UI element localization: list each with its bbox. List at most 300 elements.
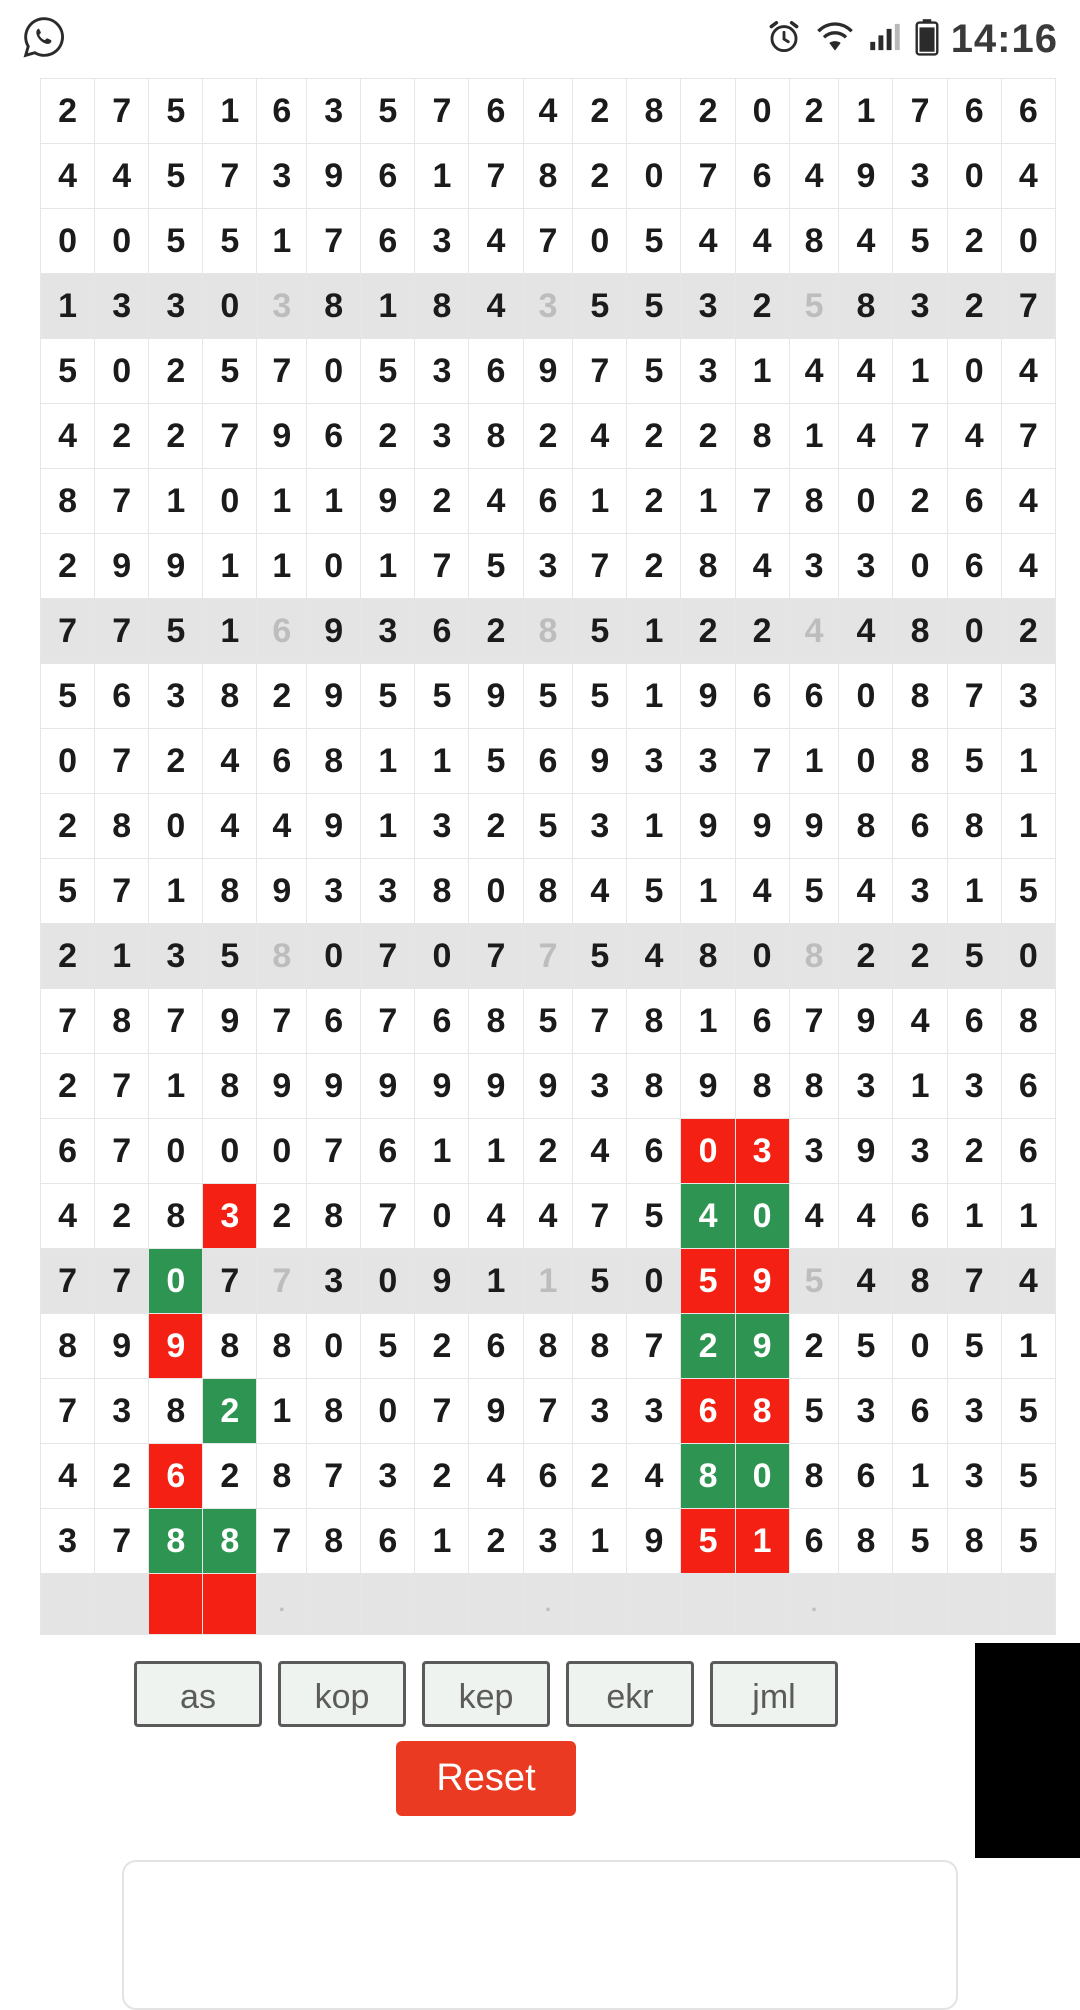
grid-cell[interactable]: 3 <box>307 859 361 924</box>
grid-cell[interactable]: 9 <box>469 664 523 729</box>
grid-cell[interactable]: 1 <box>627 664 681 729</box>
grid-cell[interactable] <box>681 1574 735 1635</box>
grid-cell[interactable]: 6 <box>627 1119 681 1184</box>
grid-cell[interactable]: 3 <box>41 1509 95 1574</box>
grid-cell[interactable]: 5 <box>947 924 1001 989</box>
grid-cell[interactable]: 8 <box>203 1054 257 1119</box>
grid-cell[interactable]: 5 <box>573 1249 627 1314</box>
grid-cell[interactable]: 9 <box>149 534 203 599</box>
grid-cell[interactable]: 2 <box>415 1444 469 1509</box>
grid-cell[interactable]: 2 <box>681 79 735 144</box>
grid-cell[interactable]: 0 <box>41 729 95 794</box>
grid-cell[interactable]: 8 <box>893 729 947 794</box>
grid-cell[interactable]: 5 <box>149 79 203 144</box>
grid-cell[interactable]: 3 <box>839 534 893 599</box>
grid-cell[interactable]: 5 <box>627 859 681 924</box>
grid-cell[interactable]: 4 <box>839 339 893 404</box>
reset-button[interactable]: Reset <box>396 1741 575 1816</box>
grid-cell[interactable]: 6 <box>947 79 1001 144</box>
grid-cell[interactable]: 8 <box>307 1184 361 1249</box>
grid-cell[interactable]: 9 <box>735 794 789 859</box>
grid-cell[interactable]: 1 <box>1001 1184 1055 1249</box>
grid-cell[interactable]: 8 <box>735 1054 789 1119</box>
grid-cell[interactable]: 7 <box>1001 274 1055 339</box>
grid-cell[interactable]: 3 <box>627 1379 681 1444</box>
grid-cell[interactable]: 8 <box>95 794 149 859</box>
grid-cell[interactable]: 5 <box>361 79 415 144</box>
grid-cell[interactable]: 9 <box>839 1119 893 1184</box>
grid-cell[interactable]: 0 <box>415 1184 469 1249</box>
grid-cell[interactable] <box>95 1574 149 1635</box>
grid-cell[interactable]: 2 <box>469 599 523 664</box>
grid-cell[interactable]: 6 <box>415 989 469 1054</box>
grid-cell[interactable]: 6 <box>893 1379 947 1444</box>
grid-cell[interactable]: 6 <box>947 469 1001 534</box>
grid-cell[interactable]: 4 <box>469 274 523 339</box>
grid-cell[interactable]: 4 <box>839 404 893 469</box>
grid-cell[interactable]: 9 <box>627 1509 681 1574</box>
grid-cell[interactable]: 7 <box>469 924 523 989</box>
grid-cell[interactable]: 9 <box>681 794 735 859</box>
grid-cell[interactable]: 7 <box>95 859 149 924</box>
grid-cell[interactable]: 9 <box>203 989 257 1054</box>
grid-cell[interactable]: 1 <box>947 1184 1001 1249</box>
grid-cell[interactable]: 0 <box>681 1119 735 1184</box>
grid-cell[interactable]: 6 <box>41 1119 95 1184</box>
grid-cell[interactable]: 5 <box>681 1509 735 1574</box>
grid-cell[interactable]: 8 <box>735 1379 789 1444</box>
grid-cell[interactable]: 2 <box>41 924 95 989</box>
grid-cell[interactable]: 0 <box>627 144 681 209</box>
grid-cell[interactable]: 0 <box>361 1379 415 1444</box>
grid-cell[interactable]: 3 <box>307 79 361 144</box>
grid-cell[interactable]: 5 <box>893 1509 947 1574</box>
grid-cell[interactable]: 1 <box>149 1054 203 1119</box>
grid-cell[interactable]: 5 <box>1001 1509 1055 1574</box>
grid-cell[interactable]: 1 <box>361 534 415 599</box>
grid-cell[interactable]: 9 <box>361 1054 415 1119</box>
grid-cell[interactable]: 8 <box>839 794 893 859</box>
grid-cell[interactable]: 3 <box>947 1379 1001 1444</box>
grid-cell[interactable]: 8 <box>149 1379 203 1444</box>
grid-cell[interactable]: 0 <box>839 664 893 729</box>
grid-cell[interactable]: 1 <box>307 469 361 534</box>
grid-cell[interactable]: 8 <box>95 989 149 1054</box>
grid-cell[interactable]: 9 <box>307 144 361 209</box>
grid-cell[interactable]: 7 <box>893 404 947 469</box>
grid-cell[interactable]: 8 <box>893 1249 947 1314</box>
grid-cell[interactable]: 5 <box>893 209 947 274</box>
grid-cell[interactable]: 0 <box>203 274 257 339</box>
grid-cell[interactable]: 5 <box>627 1184 681 1249</box>
grid-cell[interactable]: 1 <box>627 794 681 859</box>
grid-cell[interactable]: 0 <box>893 534 947 599</box>
grid-cell[interactable]: 3 <box>573 794 627 859</box>
grid-cell[interactable]: 8 <box>203 664 257 729</box>
grid-cell[interactable] <box>415 1574 469 1635</box>
grid-cell[interactable]: 1 <box>149 859 203 924</box>
grid-cell[interactable]: 3 <box>893 1119 947 1184</box>
grid-cell[interactable]: 8 <box>839 274 893 339</box>
grid-cell[interactable]: 0 <box>203 1119 257 1184</box>
grid-cell[interactable]: 1 <box>839 79 893 144</box>
grid-cell[interactable]: 4 <box>839 1184 893 1249</box>
grid-cell[interactable]: 8 <box>307 1379 361 1444</box>
grid-cell[interactable]: 6 <box>947 534 1001 599</box>
grid-cell[interactable]: 7 <box>1001 404 1055 469</box>
grid-cell[interactable]: 7 <box>41 1249 95 1314</box>
grid-cell[interactable]: 6 <box>1001 1054 1055 1119</box>
grid-cell[interactable]: 1 <box>203 534 257 599</box>
grid-cell[interactable]: 5 <box>361 664 415 729</box>
grid-cell[interactable]: 4 <box>735 534 789 599</box>
grid-cell[interactable]: 0 <box>1001 209 1055 274</box>
grid-cell[interactable]: 1 <box>41 274 95 339</box>
grid-cell[interactable]: 5 <box>203 209 257 274</box>
grid-cell[interactable]: 5 <box>469 729 523 794</box>
grid-cell[interactable]: 3 <box>947 1444 1001 1509</box>
grid-cell[interactable]: 4 <box>469 209 523 274</box>
grid-cell[interactable]: 6 <box>415 599 469 664</box>
grid-cell[interactable]: 2 <box>41 534 95 599</box>
grid-cell[interactable]: 3 <box>1001 664 1055 729</box>
grid-cell[interactable]: 8 <box>307 729 361 794</box>
grid-cell[interactable]: 1 <box>361 729 415 794</box>
grid-cell[interactable]: 2 <box>573 144 627 209</box>
grid-cell[interactable]: 7 <box>203 404 257 469</box>
grid-cell[interactable]: 5 <box>361 339 415 404</box>
grid-cell[interactable]: 3 <box>415 339 469 404</box>
grid-cell[interactable]: 9 <box>307 664 361 729</box>
grid-cell[interactable]: 1 <box>893 1054 947 1119</box>
grid-cell[interactable]: 4 <box>839 859 893 924</box>
grid-cell[interactable]: 1 <box>149 469 203 534</box>
grid-cell[interactable]: 2 <box>95 1184 149 1249</box>
grid-cell[interactable] <box>203 1574 257 1635</box>
grid-cell[interactable]: 5 <box>1001 859 1055 924</box>
grid-cell[interactable]: 9 <box>681 664 735 729</box>
grid-cell[interactable]: 4 <box>839 599 893 664</box>
grid-cell[interactable]: 9 <box>573 729 627 794</box>
grid-cell[interactable]: 2 <box>681 599 735 664</box>
grid-cell[interactable]: 3 <box>893 144 947 209</box>
grid-cell[interactable]: 7 <box>947 664 1001 729</box>
grid-cell[interactable]: 4 <box>681 209 735 274</box>
grid-cell[interactable]: 4 <box>469 469 523 534</box>
grid-cell[interactable]: 9 <box>307 794 361 859</box>
grid-cell[interactable]: 2 <box>573 1444 627 1509</box>
grid-cell[interactable]: 0 <box>573 209 627 274</box>
mode-button-jml[interactable]: jml <box>710 1661 838 1727</box>
grid-cell[interactable]: 1 <box>893 1444 947 1509</box>
grid-cell[interactable]: 9 <box>415 1249 469 1314</box>
grid-cell[interactable]: 7 <box>95 469 149 534</box>
grid-cell[interactable]: 1 <box>573 1509 627 1574</box>
grid-cell[interactable]: 7 <box>947 1249 1001 1314</box>
grid-cell[interactable]: 2 <box>1001 599 1055 664</box>
grid-cell[interactable] <box>893 1574 947 1635</box>
grid-cell[interactable]: 3 <box>415 209 469 274</box>
grid-cell[interactable]: 8 <box>947 794 1001 859</box>
grid-cell[interactable]: 4 <box>1001 469 1055 534</box>
grid-cell[interactable]: 5 <box>361 1314 415 1379</box>
grid-cell[interactable]: 0 <box>735 1184 789 1249</box>
grid-cell[interactable]: 0 <box>307 924 361 989</box>
grid-cell[interactable]: 9 <box>839 144 893 209</box>
grid-cell[interactable]: 4 <box>1001 534 1055 599</box>
grid-cell[interactable]: 2 <box>203 1444 257 1509</box>
grid-cell[interactable]: 7 <box>95 1054 149 1119</box>
grid-cell[interactable]: 1 <box>735 339 789 404</box>
grid-cell[interactable]: 3 <box>95 274 149 339</box>
grid-cell[interactable]: 6 <box>735 989 789 1054</box>
grid-cell[interactable]: 7 <box>41 989 95 1054</box>
grid-cell[interactable] <box>947 1574 1001 1635</box>
grid-cell[interactable]: 8 <box>681 1444 735 1509</box>
grid-cell[interactable]: 6 <box>735 144 789 209</box>
grid-cell[interactable]: 4 <box>627 924 681 989</box>
grid-cell[interactable]: 3 <box>839 1379 893 1444</box>
grid-cell[interactable]: 3 <box>839 1054 893 1119</box>
grid-cell[interactable]: 2 <box>361 404 415 469</box>
grid-cell[interactable]: 3 <box>361 1444 415 1509</box>
grid-cell[interactable]: 1 <box>627 599 681 664</box>
grid-cell[interactable]: 6 <box>361 1509 415 1574</box>
grid-cell[interactable]: 6 <box>469 1314 523 1379</box>
grid-cell[interactable]: 1 <box>361 274 415 339</box>
grid-cell[interactable]: 3 <box>149 664 203 729</box>
grid-cell[interactable]: 4 <box>203 729 257 794</box>
grid-cell[interactable]: 9 <box>469 1054 523 1119</box>
grid-cell[interactable]: 1 <box>415 144 469 209</box>
grid-cell[interactable]: 1 <box>469 1119 523 1184</box>
grid-cell[interactable]: 5 <box>203 924 257 989</box>
grid-cell[interactable]: 0 <box>893 1314 947 1379</box>
grid-cell[interactable]: 6 <box>307 404 361 469</box>
grid-cell[interactable]: 0 <box>307 534 361 599</box>
grid-cell[interactable]: 8 <box>307 1509 361 1574</box>
grid-cell[interactable]: 0 <box>149 1119 203 1184</box>
grid-cell[interactable]: 0 <box>361 1249 415 1314</box>
grid-cell[interactable]: 8 <box>41 1314 95 1379</box>
grid-cell[interactable]: 1 <box>681 859 735 924</box>
grid-cell[interactable]: 6 <box>361 1119 415 1184</box>
grid-cell[interactable]: 9 <box>95 1314 149 1379</box>
grid-cell[interactable]: 3 <box>415 404 469 469</box>
grid-cell[interactable]: 2 <box>681 404 735 469</box>
grid-cell[interactable]: 7 <box>149 989 203 1054</box>
grid-cell[interactable]: 5 <box>1001 1379 1055 1444</box>
grid-cell[interactable] <box>573 1574 627 1635</box>
grid-cell[interactable]: 3 <box>681 339 735 404</box>
grid-cell[interactable]: 9 <box>415 1054 469 1119</box>
grid-cell[interactable] <box>361 1574 415 1635</box>
grid-cell[interactable]: 8 <box>203 1509 257 1574</box>
grid-cell[interactable]: 3 <box>361 859 415 924</box>
grid-cell[interactable]: 4 <box>1001 144 1055 209</box>
grid-cell[interactable]: 2 <box>41 1054 95 1119</box>
grid-cell[interactable]: 6 <box>361 144 415 209</box>
grid-cell[interactable]: 4 <box>41 404 95 469</box>
grid-cell[interactable]: 2 <box>149 339 203 404</box>
grid-cell[interactable]: 1 <box>415 1509 469 1574</box>
grid-cell[interactable]: 0 <box>735 79 789 144</box>
grid-cell[interactable]: 7 <box>203 1249 257 1314</box>
grid-cell[interactable]: 7 <box>469 144 523 209</box>
grid-cell[interactable] <box>839 1574 893 1635</box>
grid-cell[interactable]: 7 <box>307 1119 361 1184</box>
grid-cell[interactable]: 5 <box>41 859 95 924</box>
grid-cell[interactable]: 2 <box>149 729 203 794</box>
grid-cell[interactable] <box>307 1574 361 1635</box>
grid-cell[interactable]: 1 <box>947 859 1001 924</box>
grid-cell[interactable]: 4 <box>95 144 149 209</box>
grid-cell[interactable]: 4 <box>41 1184 95 1249</box>
grid-cell[interactable]: 7 <box>95 729 149 794</box>
grid-cell[interactable]: 5 <box>573 274 627 339</box>
grid-cell[interactable]: 5 <box>41 664 95 729</box>
grid-cell[interactable]: 7 <box>415 79 469 144</box>
grid-cell[interactable]: 8 <box>469 404 523 469</box>
grid-cell[interactable]: 2 <box>95 1444 149 1509</box>
grid-cell[interactable]: 6 <box>681 1379 735 1444</box>
grid-cell[interactable]: 7 <box>95 1119 149 1184</box>
grid-cell[interactable]: 8 <box>469 989 523 1054</box>
grid-cell[interactable]: 8 <box>839 1509 893 1574</box>
grid-cell[interactable]: 5 <box>627 209 681 274</box>
grid-cell[interactable] <box>41 1574 95 1635</box>
grid-cell[interactable]: 0 <box>947 144 1001 209</box>
grid-cell[interactable] <box>627 1574 681 1635</box>
grid-cell[interactable]: 5 <box>947 729 1001 794</box>
grid-cell[interactable]: 8 <box>893 664 947 729</box>
grid-cell[interactable]: 2 <box>415 1314 469 1379</box>
grid-cell[interactable]: 5 <box>573 924 627 989</box>
mode-button-ekr[interactable]: ekr <box>566 1661 694 1727</box>
grid-cell[interactable]: 1 <box>735 1509 789 1574</box>
grid-cell[interactable]: 0 <box>839 469 893 534</box>
grid-cell[interactable]: 5 <box>681 1249 735 1314</box>
grid-cell[interactable]: 4 <box>203 794 257 859</box>
grid-cell[interactable]: 5 <box>149 599 203 664</box>
grid-cell[interactable]: 3 <box>893 859 947 924</box>
grid-cell[interactable]: 7 <box>735 729 789 794</box>
grid-cell[interactable]: 0 <box>149 1249 203 1314</box>
grid-cell[interactable]: 4 <box>41 144 95 209</box>
grid-cell[interactable] <box>1001 1574 1055 1635</box>
grid-cell[interactable]: 0 <box>203 469 257 534</box>
mode-button-kep[interactable]: kep <box>422 1661 550 1727</box>
grid-cell[interactable]: 6 <box>947 989 1001 1054</box>
grid-cell[interactable]: 5 <box>627 339 681 404</box>
grid-cell[interactable]: 2 <box>893 469 947 534</box>
grid-cell[interactable]: 0 <box>95 209 149 274</box>
grid-cell[interactable]: 2 <box>469 1509 523 1574</box>
grid-cell[interactable]: 4 <box>1001 339 1055 404</box>
grid-cell[interactable]: 0 <box>627 1249 681 1314</box>
grid-cell[interactable]: 4 <box>735 859 789 924</box>
grid-cell[interactable]: 3 <box>627 729 681 794</box>
grid-cell[interactable]: 3 <box>415 794 469 859</box>
grid-cell[interactable]: 3 <box>573 1379 627 1444</box>
grid-cell[interactable]: 1 <box>361 794 415 859</box>
grid-cell[interactable]: 7 <box>307 1444 361 1509</box>
grid-cell[interactable]: 2 <box>627 534 681 599</box>
grid-cell[interactable]: 4 <box>947 404 1001 469</box>
grid-cell[interactable]: 2 <box>947 1119 1001 1184</box>
grid-cell[interactable]: 4 <box>893 989 947 1054</box>
grid-cell[interactable]: 7 <box>893 79 947 144</box>
grid-cell[interactable]: 1 <box>1001 1314 1055 1379</box>
grid-cell[interactable]: 2 <box>203 1379 257 1444</box>
grid-cell[interactable]: 7 <box>573 534 627 599</box>
grid-cell[interactable]: 0 <box>41 209 95 274</box>
grid-cell[interactable]: 8 <box>415 859 469 924</box>
grid-cell[interactable]: 0 <box>415 924 469 989</box>
grid-cell[interactable]: 6 <box>307 989 361 1054</box>
grid-cell[interactable]: 3 <box>307 1249 361 1314</box>
grid-cell[interactable]: 5 <box>203 339 257 404</box>
grid-cell[interactable]: 2 <box>149 404 203 469</box>
number-grid[interactable] <box>40 78 1056 1635</box>
grid-cell[interactable]: 8 <box>947 1509 1001 1574</box>
grid-cell[interactable]: 5 <box>627 274 681 339</box>
grid-cell[interactable]: 7 <box>415 534 469 599</box>
grid-cell[interactable]: 2 <box>839 924 893 989</box>
grid-cell[interactable]: 9 <box>361 469 415 534</box>
grid-cell[interactable]: 7 <box>95 79 149 144</box>
grid-cell[interactable]: 5 <box>149 209 203 274</box>
grid-cell[interactable]: 9 <box>307 1054 361 1119</box>
grid-cell[interactable]: 2 <box>627 404 681 469</box>
grid-cell[interactable]: 1 <box>573 469 627 534</box>
grid-cell[interactable]: 4 <box>681 1184 735 1249</box>
grid-cell[interactable]: 4 <box>469 1444 523 1509</box>
grid-cell[interactable]: 3 <box>735 1119 789 1184</box>
grid-cell[interactable]: 1 <box>1001 794 1055 859</box>
grid-cell[interactable]: 7 <box>415 1379 469 1444</box>
grid-cell[interactable]: 2 <box>469 794 523 859</box>
grid-cell[interactable]: 7 <box>95 599 149 664</box>
grid-cell[interactable]: 5 <box>1001 1444 1055 1509</box>
grid-cell[interactable]: 2 <box>41 79 95 144</box>
grid-cell[interactable]: 6 <box>469 79 523 144</box>
grid-cell[interactable]: 6 <box>1001 79 1055 144</box>
grid-cell[interactable]: 7 <box>735 469 789 534</box>
grid-cell[interactable]: 6 <box>893 794 947 859</box>
grid-cell[interactable]: 2 <box>681 1314 735 1379</box>
grid-cell[interactable]: 7 <box>361 1184 415 1249</box>
grid-cell[interactable]: 4 <box>469 1184 523 1249</box>
grid-cell[interactable]: 6 <box>95 664 149 729</box>
grid-cell[interactable]: 3 <box>203 1184 257 1249</box>
grid-cell[interactable]: 8 <box>203 1314 257 1379</box>
grid-cell[interactable]: 3 <box>361 599 415 664</box>
grid-cell[interactable]: 0 <box>1001 924 1055 989</box>
grid-cell[interactable]: 8 <box>149 1184 203 1249</box>
grid-cell[interactable]: 7 <box>41 599 95 664</box>
grid-cell[interactable]: 1 <box>95 924 149 989</box>
grid-cell[interactable]: 3 <box>573 1054 627 1119</box>
grid-cell[interactable]: 8 <box>627 1054 681 1119</box>
grid-cell[interactable]: 2 <box>573 79 627 144</box>
grid-cell[interactable]: 5 <box>947 1314 1001 1379</box>
grid-cell[interactable]: 1 <box>469 1249 523 1314</box>
grid-cell[interactable]: 4 <box>735 209 789 274</box>
grid-cell[interactable]: 7 <box>627 1314 681 1379</box>
grid-cell[interactable]: 6 <box>469 339 523 404</box>
grid-cell[interactable]: 6 <box>1001 1119 1055 1184</box>
